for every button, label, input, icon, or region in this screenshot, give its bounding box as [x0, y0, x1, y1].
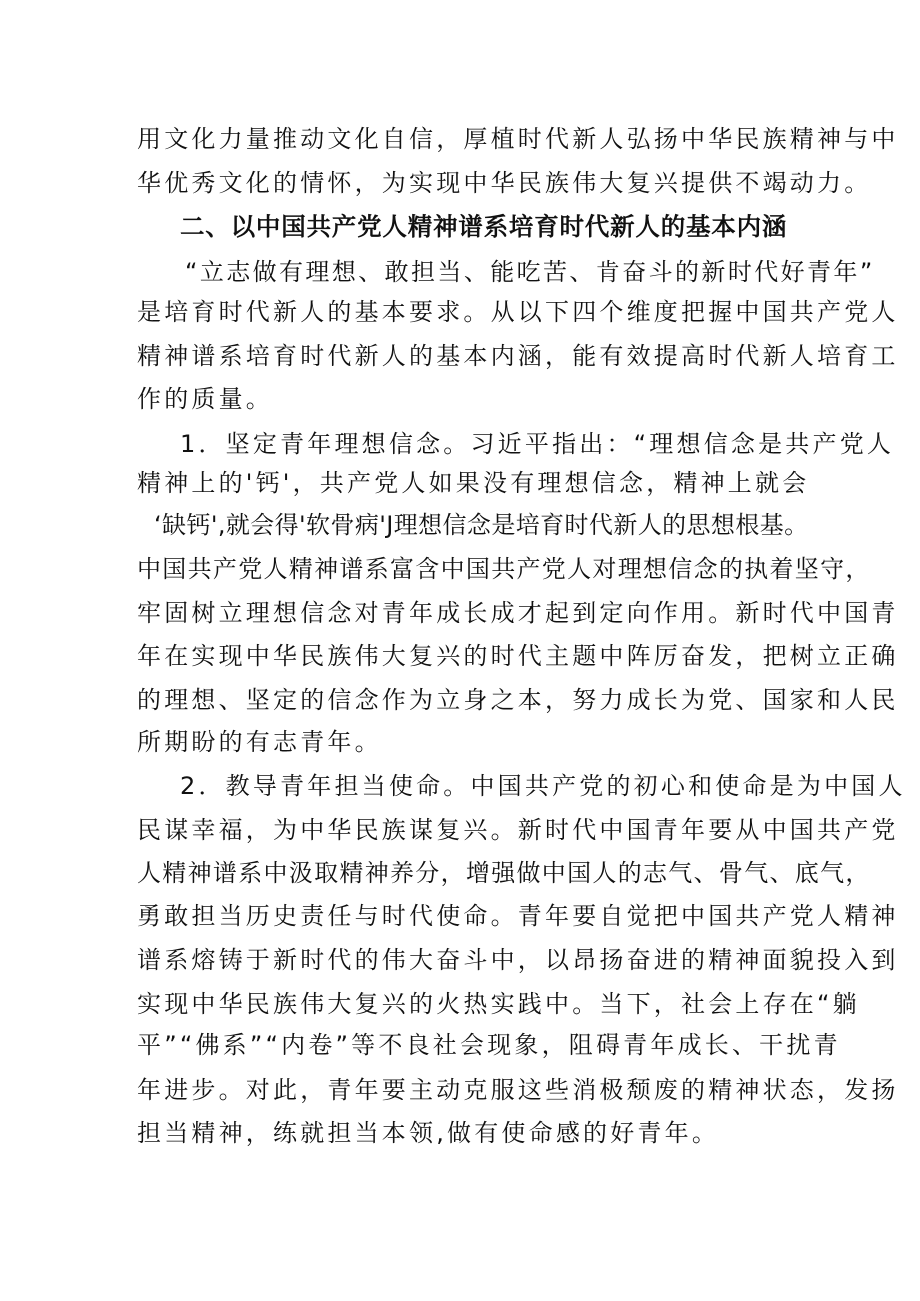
paragraph-line: 年进步。对此，青年要主动克服这些消极颓废的精神状态，发扬 — [137, 1076, 899, 1104]
paragraph-line: 牢固树立理想信念对青年成长成才起到定向作用。新时代中国青 — [137, 599, 899, 627]
paragraph-line: 用文化力量推动文化自信，厚植时代新人弘扬中华民族精神与中 — [137, 125, 899, 153]
paragraph-line: 实现中华民族伟大复兴的火热实践中。当下，社会上存在“躺 — [137, 990, 860, 1018]
paragraph-line: ‘缺钙',就会得'软骨病'J理想信念是培育时代新人的思想根基。 — [154, 511, 809, 539]
paragraph-line: 勇敢担当历史责任与时代使命。青年要自觉把中国共产党人精神 — [137, 902, 899, 930]
paragraph-line: 华优秀文化的情怀，为实现中华民族伟大复兴提供不竭动力。 — [137, 169, 872, 197]
paragraph-line: 所期盼的有志青年。 — [137, 728, 382, 756]
paragraph-line: 的理想、坚定的信念作为立身之本，努力成长为党、国家和人民 — [137, 686, 899, 714]
paragraph-line: 人精神谱系中汲取精神养分，增强做中国人的志气、骨气、底气， — [137, 859, 871, 887]
paragraph-line: 中国共产党人精神谱系富含中国共产党人对理想信念的执着坚守， — [137, 555, 871, 583]
paragraph-line: 精神上的'钙'，共产党人如果没有理想信念，精神上就会 — [137, 469, 810, 497]
paragraph-line: “立志做有理想、敢担当、能吃苦、肯奋斗的新时代好青年” — [185, 258, 875, 286]
paragraph-line: 精神谱系培育时代新人的基本内涵，能有效提高时代新人培育工 — [137, 342, 899, 370]
paragraph-line: 作的质量。 — [137, 385, 273, 413]
paragraph-line: 谱系熔铸于新时代的伟大奋斗中，以昂扬奋进的精神面貌投入到 — [137, 946, 899, 974]
paragraph-line: 2．教导青年担当使命。中国共产党的初心和使命是为中国人 — [180, 772, 906, 800]
section-heading: 二、以中国共产党人精神谱系培育时代新人的基本内涵 — [180, 212, 788, 241]
paragraph-line: 年在实现中华民族伟大复兴的时代主题中阵厉奋发，把树立正确 — [137, 642, 899, 670]
paragraph-line: 担当精神，练就担当本领,做有使命感的好青年。 — [137, 1119, 720, 1147]
paragraph-line: 是培育时代新人的基本要求。从以下四个维度把握中国共产党人 — [137, 298, 899, 326]
paragraph-line: 民谋幸福，为中华民族谋复兴。新时代中国青年要从中国共产党 — [137, 816, 899, 844]
paragraph-line: 1．坚定青年理想信念。习近平指出：“理想信念是共产党人 — [180, 430, 895, 458]
paragraph-line: 平”“佛系”“内卷”等不良社会现象，阻碍青年成长、干扰青 — [137, 1031, 841, 1059]
